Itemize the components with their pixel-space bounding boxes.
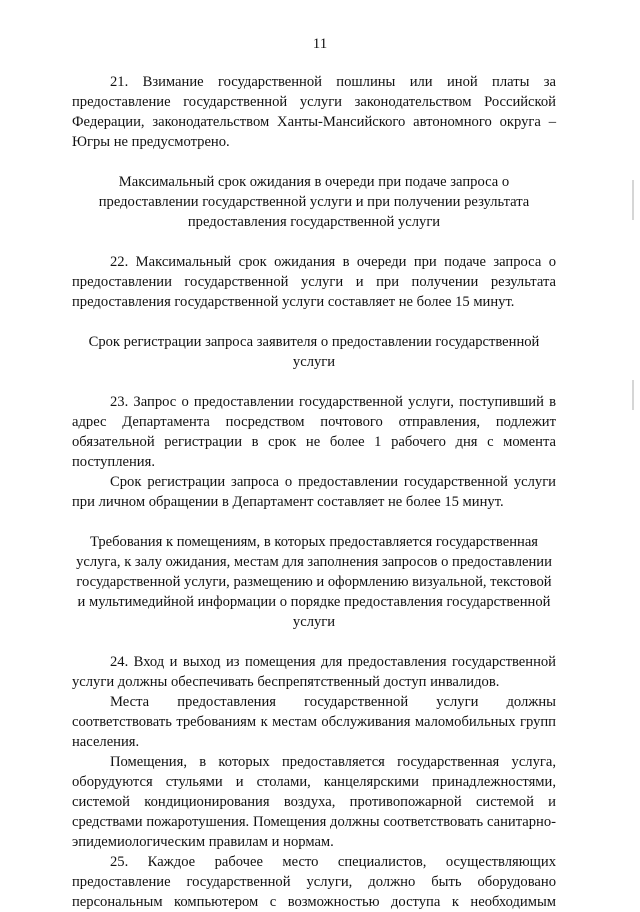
scan-margin-mark — [632, 180, 634, 220]
paragraph-24-equipment: Помещения, в которых предоставляется государственная услуга, оборудуются стульями и столами, канцелярскими принадлежностями, системой кондиционирования воздуха, противопожарной системой и средствами пожаротушения. Помещения должны соответствовать санитарно-эпидемиологическим правилам и нормам. — [72, 754, 556, 850]
paragraph-23: 23. Запрос о предоставлении государственной услуги, поступивший в адрес Департамента посредством почтового отправления, подлежит обязательной регистрации в срок не более 1 рабочего дня с момента поступления. — [72, 394, 556, 470]
spacer — [72, 152, 556, 172]
heading-registration-time: Срок регистрации запроса заявителя о предоставлении государственной услуги — [88, 334, 540, 370]
spacer — [72, 372, 556, 392]
paragraph-25: 25. Каждое рабочее место специалистов, осуществляющих предоставление государственной услуги, должно быть оборудовано персональным компьютером с возможностью доступа к необходимым — [72, 854, 556, 910]
heading-max-wait-time: Максимальный срок ожидания в очереди при подаче запроса о предоставлении государственной услуги и при получении результата предоставления государственной услуги — [98, 174, 530, 230]
paragraph-23-personal: Срок регистрации запроса о предоставлении государственной услуги при личном обращении в Департамент составляет не более 15 минут. — [72, 474, 556, 510]
spacer — [72, 312, 556, 332]
heading-premises-requirements: Требования к помещениям, в которых предоставляется государственная услуга, к залу ожидания, местам для заполнения запросов о предоставлении государственной услуги, размещению и оформлению визуальной, текстовой и мультимедийной информации о порядке предоставления государственной услуги — [76, 534, 552, 630]
spacer — [72, 632, 556, 652]
spacer — [72, 512, 556, 532]
document-body — [72, 72, 556, 912]
scan-margin-mark — [632, 380, 634, 410]
paragraph-21: 21. Взимание государственной пошлины или иной платы за предоставление государственной услуги законодательством Российской Федерации, законодательством Ханты-Мансийского автономного округа – Югры не предусмотрено. — [72, 74, 556, 150]
paragraph-22: 22. Максимальный срок ожидания в очереди при подаче запроса о предоставлении государственной услуги и при получении результата предоставления государственной услуги составляет не более 15 минут. — [72, 254, 556, 310]
page-number: 11 — [312, 36, 328, 52]
paragraph-24: 24. Вход и выход из помещения для предоставления государственной услуги должны обеспечивать беспрепятственный доступ инвалидов. — [72, 654, 556, 690]
paragraph-24-places: Места предоставления государственной услуги должны соответствовать требованиям к местам обслуживания маломобильных групп населения. — [72, 694, 556, 750]
spacer — [72, 232, 556, 252]
